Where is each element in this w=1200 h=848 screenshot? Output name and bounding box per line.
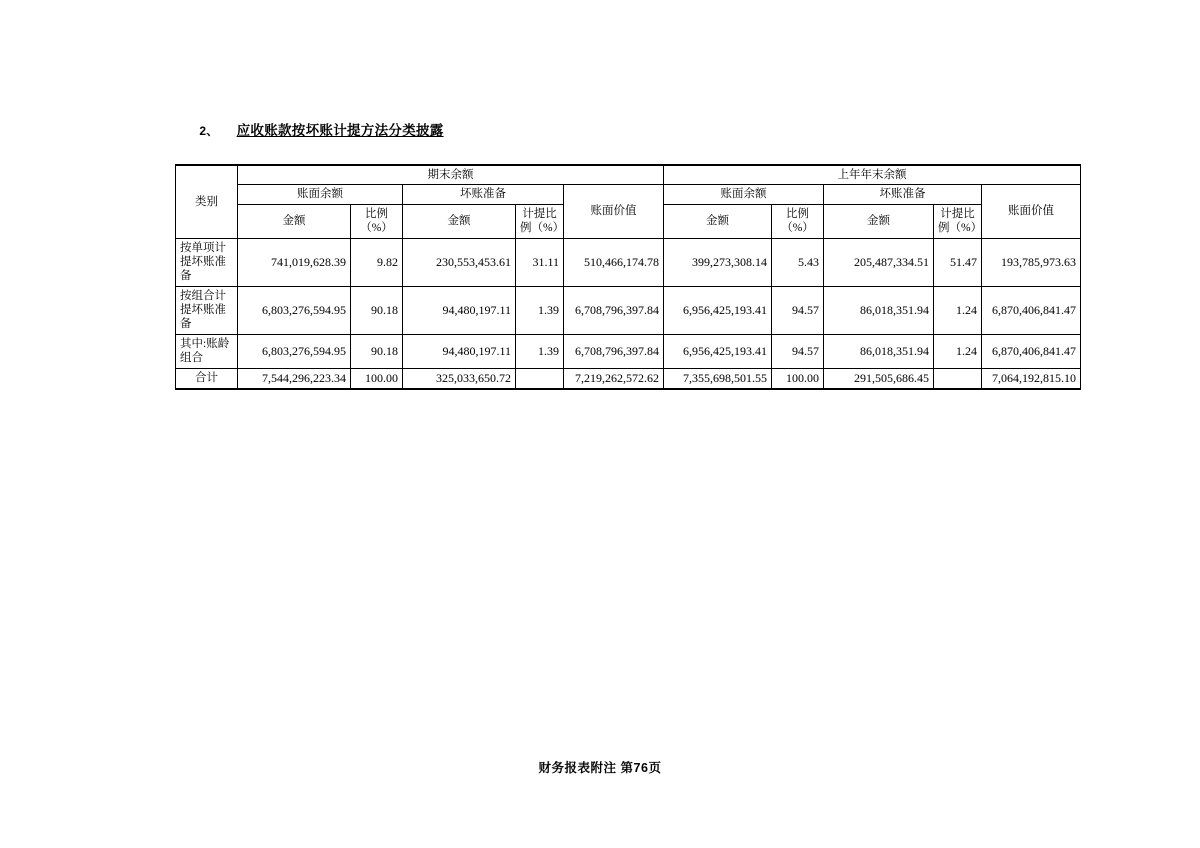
cell-prior-provision: 86,018,351.94 [824, 286, 934, 334]
cell-prior-ratio: 100.00 [772, 368, 824, 389]
header-current-amount: 金额 [238, 204, 351, 238]
cell-prior-book-value: 193,785,973.63 [982, 238, 1081, 286]
cell-prior-amount: 6,956,425,193.41 [664, 334, 772, 368]
cell-prior-ratio: 94.57 [772, 334, 824, 368]
row-label: 按单项计提坏账准备 [176, 238, 238, 286]
cell-current-amount: 6,803,276,594.95 [238, 286, 351, 334]
header-prior-amount: 金额 [664, 204, 772, 238]
cell-prior-provision-ratio: 51.47 [934, 238, 982, 286]
row-label: 合计 [176, 368, 238, 389]
cell-current-provision-ratio [516, 368, 564, 389]
cell-prior-provision: 86,018,351.94 [824, 334, 934, 368]
table-row [176, 334, 1081, 368]
cell-prior-provision: 205,487,334.51 [824, 238, 934, 286]
section-title: 应收账款按坏账计提方法分类披露 [236, 123, 444, 138]
page-footer [0, 758, 1200, 776]
cell-current-provision-ratio: 31.11 [516, 238, 564, 286]
cell-current-provision: 94,480,197.11 [403, 286, 516, 334]
cell-prior-book-value: 7,064,192,815.10 [982, 368, 1081, 389]
cell-prior-book-value: 6,870,406,841.47 [982, 334, 1081, 368]
cell-current-provision-ratio: 1.39 [516, 334, 564, 368]
section-number: 2、 [199, 124, 219, 138]
table-period-header-row [176, 165, 1081, 185]
footer-text: 财务报表附注 [538, 761, 617, 775]
table-row [176, 238, 1081, 286]
cell-current-book-value: 6,708,796,397.84 [564, 334, 664, 368]
cell-prior-provision-ratio [934, 368, 982, 389]
cell-current-book-value: 510,466,174.78 [564, 238, 664, 286]
cell-prior-ratio: 94.57 [772, 286, 824, 334]
cell-prior-provision: 291,505,686.45 [824, 368, 934, 389]
cell-prior-amount: 6,956,425,193.41 [664, 286, 772, 334]
header-current-provision-amount: 金额 [403, 204, 516, 238]
cell-prior-provision-ratio: 1.24 [934, 286, 982, 334]
header-current-provision: 坏账准备 [403, 185, 564, 204]
header-prior-provision-amount: 金额 [824, 204, 934, 238]
cell-current-provision-ratio: 1.39 [516, 286, 564, 334]
cell-current-amount: 741,019,628.39 [238, 238, 351, 286]
cell-prior-provision-ratio: 1.24 [934, 334, 982, 368]
cell-current-amount: 7,544,296,223.34 [238, 368, 351, 389]
cell-current-provision: 230,553,453.61 [403, 238, 516, 286]
table-row [176, 286, 1081, 334]
table-total-row [176, 368, 1081, 389]
header-prior-ratio: 比例（%） [772, 204, 824, 238]
footer-page-number: 第76页 [620, 761, 662, 775]
table-group-header-row [176, 185, 1081, 204]
header-prior-provision: 坏账准备 [824, 185, 982, 204]
header-prior-provision-ratio: 计提比例（%） [934, 204, 982, 238]
cell-prior-amount: 399,273,308.14 [664, 238, 772, 286]
receivables-bad-debt-table [175, 164, 1081, 390]
row-label: 按组合计提坏账准备 [176, 286, 238, 334]
cell-current-book-value: 6,708,796,397.84 [564, 286, 664, 334]
row-label: 其中:账龄组合 [176, 334, 238, 368]
cell-prior-ratio: 5.43 [772, 238, 824, 286]
cell-current-provision: 94,480,197.11 [403, 334, 516, 368]
cell-prior-book-value: 6,870,406,841.47 [982, 286, 1081, 334]
cell-current-provision: 325,033,650.72 [403, 368, 516, 389]
header-prior-book-balance: 账面余额 [664, 185, 824, 204]
header-current-book-value: 账面价值 [564, 185, 664, 238]
cell-current-book-value: 7,219,262,572.62 [564, 368, 664, 389]
cell-current-ratio: 100.00 [351, 368, 403, 389]
header-current-period: 期末余额 [238, 165, 664, 185]
header-prior-book-value: 账面价值 [982, 185, 1081, 238]
header-current-book-balance: 账面余额 [238, 185, 403, 204]
cell-current-ratio: 90.18 [351, 286, 403, 334]
document-body [175, 104, 1080, 390]
section-heading [175, 104, 1080, 154]
header-current-provision-ratio: 计提比例（%） [516, 204, 564, 238]
header-current-ratio: 比例（%） [351, 204, 403, 238]
cell-prior-amount: 7,355,698,501.55 [664, 368, 772, 389]
header-prior-period: 上年年末余额 [664, 165, 1081, 185]
cell-current-ratio: 90.18 [351, 334, 403, 368]
cell-current-amount: 6,803,276,594.95 [238, 334, 351, 368]
cell-current-ratio: 9.82 [351, 238, 403, 286]
header-category: 类别 [176, 165, 238, 238]
